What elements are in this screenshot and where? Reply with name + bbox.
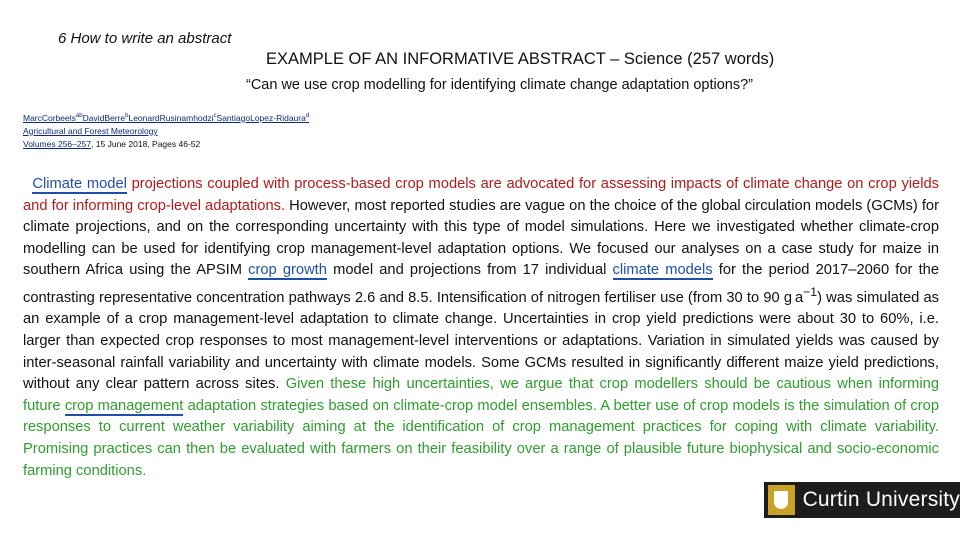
author-link[interactable] [217,113,310,123]
crop-management-link[interactable]: crop management [64,397,184,414]
crop-growth-link[interactable]: crop growth [248,262,327,279]
affiliation-mark: ab [75,113,83,119]
author-link[interactable] [128,113,216,123]
section-label: 6 How to write an abstract [58,30,232,47]
issue-details: , 15 June 2018, Pages 46-52 [91,138,201,149]
abstract-results: ) was simulated as an example of a crop management-level adaptation to climate change. Uncertainties in crop yield predictions were about 30 to 60%, i.e. larger than expected crop responses to most management-level interventions or adaptations. Variation in simulated yields was caused by inter-seasonal rainfall variability and uncertainty with climate models. Some GCMs resulted in significantly different maize yield predictions, without any clear pattern across sites. [23,289,940,393]
abstract-conclusion-1: Given these high uncertainties, we argue that crop modellers should be cautious when informing future [23,376,939,414]
curtin-logo [764,482,960,518]
abstract-background: projections coupled with process-based crop models are advocated for assessing impacts of climate change on crop yields and for informing crop-level adaptations. [23,176,939,214]
author-name: MarcCorbeels [23,112,76,123]
affiliation-mark: d [305,113,310,119]
shield-icon [768,485,795,515]
logo-text: Curtin University [802,488,960,511]
abstract-text [23,174,939,482]
author-link[interactable] [83,113,129,123]
author-link[interactable] [23,113,83,123]
abstract-methods-3: for the period 2017–2060 for the contrasting representative concentration pathways 2.6 and 8.5. Intensification of nitrogen fertiliser use (from 30 to 90 g a [23,262,939,306]
author-name: DavidBerre [82,112,126,123]
affiliation-mark: b [125,113,129,119]
abstract-conclusion-2: adaptation strategies based on climate-crop model ensembles. A better use of crop models is the simulation of crop responses to current weather variability aiming at the identification of crop management practices for coping with climate variability. Promising practices can then be evaluated with farmers on their feasibility over a range of plausible future biophysical and socio-economic farming conditions. [23,397,940,479]
climate-model-link[interactable]: Climate model [32,176,127,192]
journal-line [23,125,309,138]
affiliation-mark: c [213,113,217,119]
journal-link[interactable]: Agricultural and Forest Meteorology [23,125,158,136]
volume-line [23,138,309,151]
unit-exponent: −1 [803,284,818,299]
volume-link[interactable]: Volumes 256–257 [23,138,92,149]
reference-block [23,110,309,151]
paper-question: “Can we use crop modelling for identifying climate change adaptation options?” [246,77,753,93]
page-title: EXAMPLE OF AN INFORMATIVE ABSTRACT – Science (257 words) [266,50,775,68]
author-name: LeonardRusinamhodzi [128,112,214,123]
abstract-methods-2: model and projections from 17 individual [326,262,613,279]
author-name: SantiagoLopez-Ridaura [216,112,306,123]
abstract-methods-1: However, most reported studies are vague on the choice of the global circulation models (GCMs) for climate projections, and on the corresponding uncertainty with this type of model simulations. Here we investigated whether climate-crop modelling can be used for identifying crop management-level adaptation options. We focused our analyses on a case study for maize in southern Africa using the APSIM [23,197,939,279]
author-line [23,110,309,125]
climate-models-link[interactable]: climate models [612,262,713,279]
